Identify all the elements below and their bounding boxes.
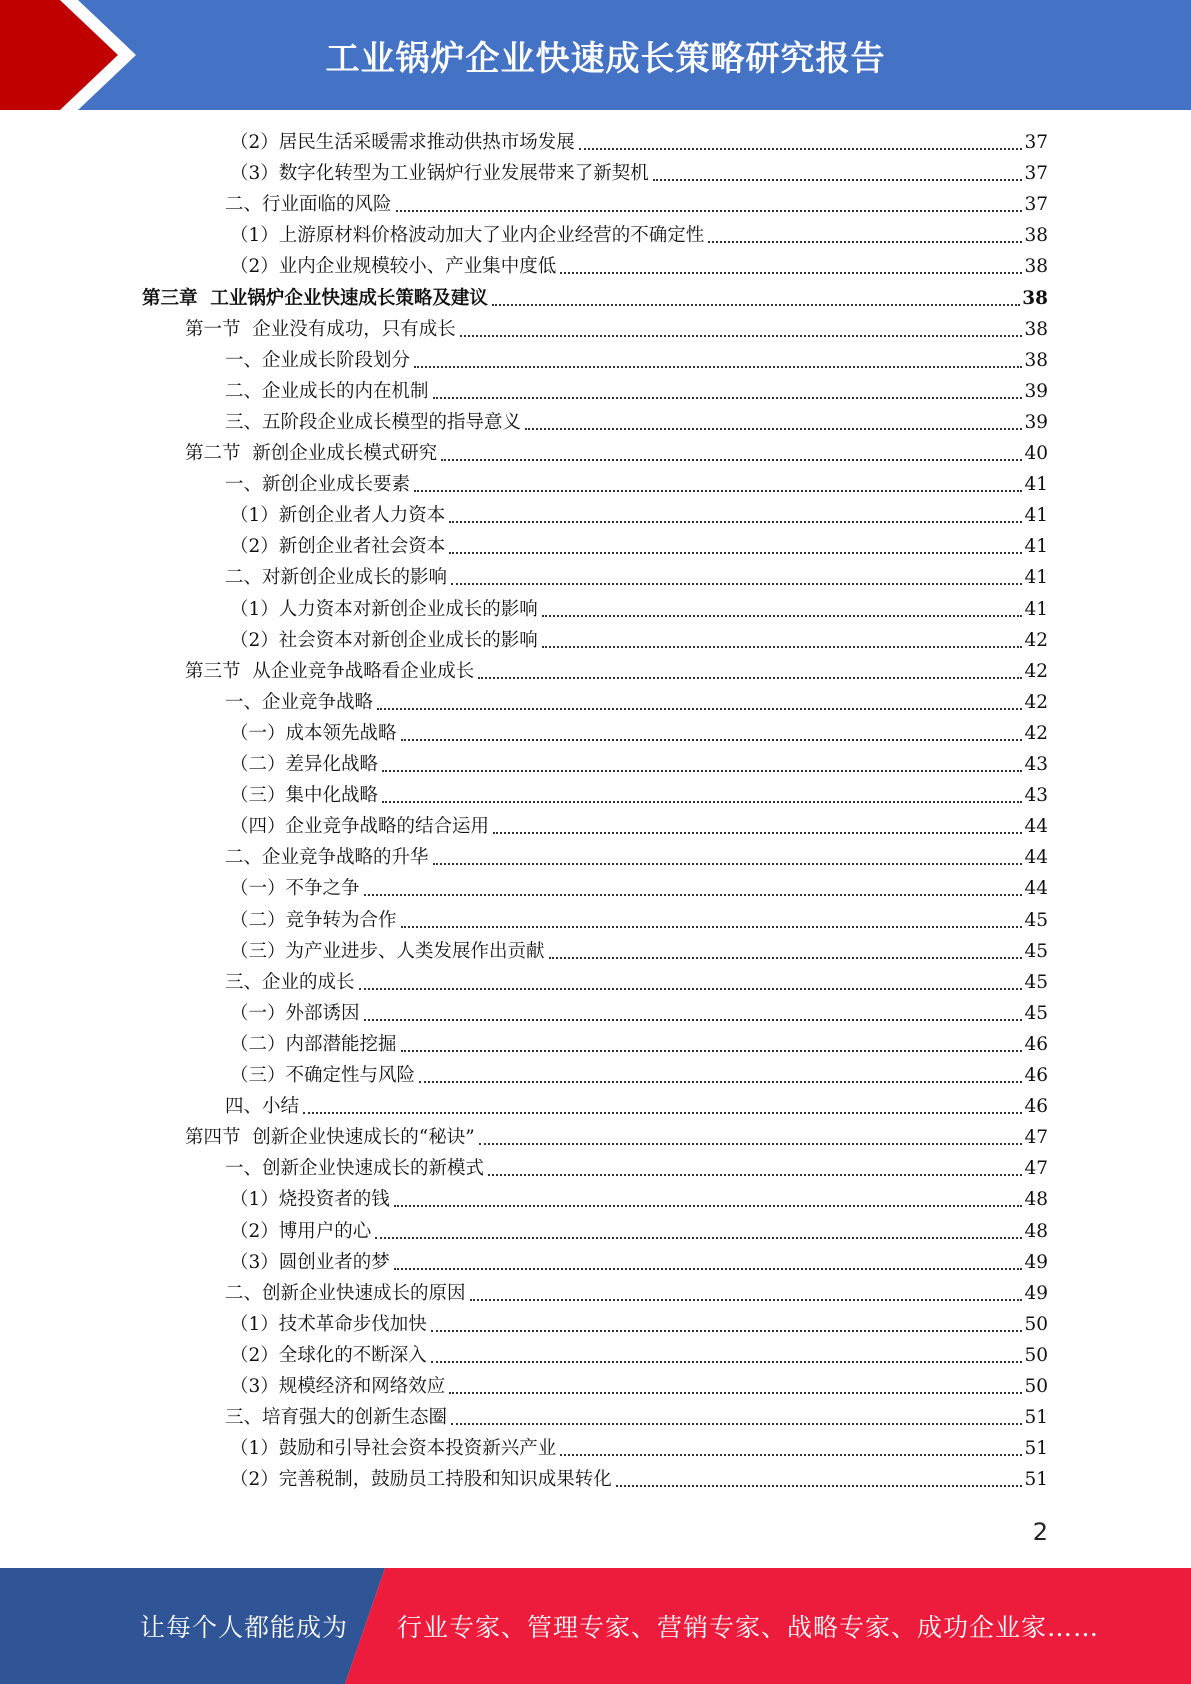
toc-entry-page: 41 xyxy=(1024,598,1048,620)
toc-dot-leader xyxy=(493,832,1022,834)
toc-entry-page: 45 xyxy=(1024,909,1048,931)
toc-entry-page: 41 xyxy=(1024,505,1048,527)
toc-entry[interactable] xyxy=(230,594,1048,625)
toc-entry[interactable] xyxy=(225,376,1048,407)
toc-entry[interactable] xyxy=(225,345,1048,376)
toc-dot-leader xyxy=(478,677,1022,679)
toc-dot-leader xyxy=(549,957,1023,959)
toc-entry-page: 38 xyxy=(1024,256,1048,278)
toc-entry-page: 49 xyxy=(1024,1251,1048,1273)
toc-dot-leader xyxy=(401,739,1023,741)
toc-entry-page: 46 xyxy=(1024,1096,1048,1118)
toc-entry-page: 50 xyxy=(1024,1344,1048,1366)
toc-entry[interactable] xyxy=(225,1402,1048,1433)
toc-entry-page: 41 xyxy=(1024,536,1048,558)
toc-dot-leader xyxy=(542,615,1023,617)
toc-entry[interactable] xyxy=(225,1278,1048,1309)
toc-entry[interactable] xyxy=(225,687,1048,718)
toc-entry[interactable] xyxy=(230,998,1048,1029)
toc-entry-page: 45 xyxy=(1024,1002,1048,1024)
toc-entry[interactable] xyxy=(225,469,1048,500)
page-number: 2 xyxy=(1032,1518,1048,1546)
toc-entry-page: 50 xyxy=(1024,1376,1048,1397)
toc-entry-page: 46 xyxy=(1024,1033,1048,1055)
toc-entry[interactable] xyxy=(230,625,1048,656)
toc-entry-page: 41 xyxy=(1024,567,1048,589)
toc-entry-title: 一、新创企业成长要素 xyxy=(225,474,411,496)
toc-entry-title: （二）内部潜能挖掘 xyxy=(230,1033,397,1055)
toc-entry-page: 39 xyxy=(1024,380,1048,402)
toc-entry-page: 40 xyxy=(1024,443,1048,464)
footer-slogan-left: 让每个人都能成为 xyxy=(140,1613,349,1642)
toc-entry[interactable] xyxy=(230,936,1048,967)
toc-entry-page: 42 xyxy=(1024,691,1048,713)
toc-entry-title: （2）博用户的心 xyxy=(230,1220,372,1242)
toc-dot-leader xyxy=(431,1330,1023,1332)
toc-dot-leader xyxy=(451,583,1022,585)
toc-entry-page: 46 xyxy=(1024,1065,1048,1086)
toc-dot-leader xyxy=(470,1299,1023,1301)
toc-dot-leader xyxy=(419,1081,1022,1083)
toc-entry[interactable] xyxy=(230,780,1048,811)
toc-entry-page: 48 xyxy=(1024,1220,1048,1242)
toc-entry-title: 三、五阶段企业成长模型的指导意义 xyxy=(225,411,522,433)
toc-entry[interactable] xyxy=(230,1247,1048,1278)
toc-entry-page: 41 xyxy=(1024,474,1048,496)
toc-entry[interactable] xyxy=(225,189,1048,220)
toc-entry-title: 四、小结 xyxy=(225,1096,300,1118)
toc-entry-title: 二、企业成长的内在机制 xyxy=(225,380,429,402)
toc-entry-title: 第三节 从企业竞争战略看企业成长 xyxy=(185,660,475,682)
toc-dot-leader xyxy=(382,801,1022,803)
toc-entry-page: 45 xyxy=(1024,940,1048,962)
toc-dot-leader xyxy=(653,179,1023,181)
toc-dot-leader xyxy=(525,428,1022,430)
toc-entry-title: 一、企业成长阶段划分 xyxy=(225,349,411,371)
toc-dot-leader xyxy=(394,1268,1023,1270)
toc-entry-page: 42 xyxy=(1024,722,1048,744)
toc-dot-leader xyxy=(433,397,1023,399)
toc-entry-title: （2）社会资本对新创企业成长的影响 xyxy=(230,629,538,651)
toc-entry[interactable] xyxy=(230,1433,1048,1464)
toc-entry-title: 一、企业竞争战略 xyxy=(225,691,374,713)
toc-entry-title: 一、创新企业快速成长的新模式 xyxy=(225,1158,485,1180)
toc-entry[interactable] xyxy=(230,873,1048,904)
toc-entry-title: （1）技术革命步伐加快 xyxy=(230,1313,427,1335)
toc-entry-page: 44 xyxy=(1024,847,1048,869)
toc-entry-title: 二、行业面临的风险 xyxy=(225,194,392,216)
toc-entry-title: 第二节 新创企业成长模式研究 xyxy=(185,443,438,464)
toc-dot-leader xyxy=(359,988,1023,990)
toc-entry-title: （1）鼓励和引导社会资本投资新兴产业 xyxy=(230,1438,557,1460)
toc-entry-page: 49 xyxy=(1024,1282,1048,1304)
toc-entry[interactable] xyxy=(230,1371,1048,1402)
toc-dot-leader xyxy=(560,272,1022,274)
toc-entry[interactable] xyxy=(230,1464,1048,1495)
toc-entry-page: 44 xyxy=(1024,816,1048,838)
toc-entry-page: 43 xyxy=(1024,785,1048,807)
toc-dot-leader xyxy=(401,1050,1023,1052)
toc-entry-title: 二、对新创企业成长的影响 xyxy=(225,567,448,589)
toc-entry-page: 38 xyxy=(1024,318,1048,340)
toc-entry[interactable] xyxy=(230,127,1048,158)
toc-entry-page: 37 xyxy=(1024,163,1048,185)
toc-entry[interactable] xyxy=(230,220,1048,251)
toc-entry[interactable] xyxy=(225,407,1048,438)
toc-entry-page: 51 xyxy=(1024,1438,1048,1460)
toc-entry-title: （2）完善税制，鼓励员工持股和知识成果转化 xyxy=(230,1469,612,1491)
toc-entry-page: 51 xyxy=(1024,1407,1048,1429)
toc-entry[interactable] xyxy=(230,749,1048,780)
toc-entry-title: （二）竞争转为合作 xyxy=(230,909,397,931)
toc-entry-page: 48 xyxy=(1024,1189,1048,1211)
toc-dot-leader xyxy=(396,210,1023,212)
toc-dot-leader xyxy=(401,926,1023,928)
toc-dot-leader xyxy=(441,459,1022,461)
toc-dot-leader xyxy=(364,1019,1023,1021)
toc-dot-leader xyxy=(433,863,1023,865)
toc-dot-leader xyxy=(449,552,1022,554)
toc-entry[interactable] xyxy=(225,1153,1048,1184)
toc-entry-title: （1）新创企业者人力资本 xyxy=(230,505,446,527)
toc-entry-title: 第四节 创新企业快速成长的“秘诀” xyxy=(185,1127,475,1149)
toc-entry-title: （2）新创企业者社会资本 xyxy=(230,536,446,558)
toc-entry-page: 42 xyxy=(1024,660,1048,682)
toc-entry-title: （二）差异化战略 xyxy=(230,754,379,775)
toc-entry-title: （一）成本领先战略 xyxy=(230,722,397,744)
toc-dot-leader xyxy=(488,1174,1022,1176)
toc-entry[interactable] xyxy=(230,905,1048,936)
toc-entry[interactable] xyxy=(230,1340,1048,1371)
toc-entry[interactable] xyxy=(230,1309,1048,1340)
toc-entry-title: 三、企业的成长 xyxy=(225,971,355,993)
toc-entry-title: （1）人力资本对新创企业成长的影响 xyxy=(230,598,538,620)
toc-entry-title: （三）为产业进步、人类发展作出贡献 xyxy=(230,940,545,962)
toc-entry[interactable] xyxy=(230,531,1048,562)
toc-dot-leader xyxy=(460,335,1023,337)
toc-entry-page: 43 xyxy=(1024,754,1048,775)
toc-entry[interactable] xyxy=(230,718,1048,749)
toc-entry-title: 三、培育强大的创新生态圈 xyxy=(225,1407,448,1429)
toc-entry-page: 47 xyxy=(1024,1158,1048,1180)
toc-entry[interactable] xyxy=(230,811,1048,842)
toc-entry-page: 47 xyxy=(1024,1127,1048,1149)
toc-entry-page: 38 xyxy=(1024,225,1048,247)
page-header xyxy=(0,0,1191,110)
toc-dot-leader xyxy=(616,1485,1023,1487)
toc-section-entry[interactable] xyxy=(185,1122,1048,1153)
toc-entry-title: （1）上游原材料价格波动加大了业内企业经营的不确定性 xyxy=(230,225,705,247)
toc-dot-leader xyxy=(303,1112,1022,1114)
toc-entry-title: （3）规模经济和网络效应 xyxy=(230,1376,446,1397)
toc-entry[interactable] xyxy=(230,1184,1048,1215)
toc-dot-leader xyxy=(492,304,1020,306)
toc-dot-leader xyxy=(708,241,1022,243)
toc-entry[interactable] xyxy=(230,1029,1048,1060)
toc-entry-title: 二、企业竞争战略的升华 xyxy=(225,847,429,869)
toc-entry-page: 42 xyxy=(1024,629,1048,651)
toc-entry-title: 二、创新企业快速成长的原因 xyxy=(225,1282,466,1304)
toc-entry-page: 39 xyxy=(1024,411,1048,433)
toc-entry[interactable] xyxy=(230,1060,1048,1091)
toc-entry[interactable] xyxy=(230,500,1048,531)
toc-entry-title: 第三章 工业锅炉企业快速成长策略及建议 xyxy=(142,287,488,309)
page-footer xyxy=(0,1568,1191,1684)
toc-section-entry[interactable] xyxy=(185,314,1048,345)
toc-entry-title: 第一节 企业没有成功，只有成长 xyxy=(185,318,456,340)
toc-entry[interactable] xyxy=(225,842,1048,873)
toc-entry-title: （三）集中化战略 xyxy=(230,785,379,807)
toc-entry-title: （三）不确定性与风险 xyxy=(230,1065,416,1086)
toc-entry-title: （3）数字化转型为工业锅炉行业发展带来了新契机 xyxy=(230,163,649,185)
toc-entry-page: 50 xyxy=(1024,1313,1048,1335)
toc-entry[interactable] xyxy=(230,251,1048,282)
toc-entry-page: 38 xyxy=(1022,287,1048,309)
toc-dot-leader xyxy=(364,894,1023,896)
toc-dot-leader xyxy=(542,646,1023,648)
toc-dot-leader xyxy=(394,1205,1023,1207)
toc-dot-leader xyxy=(414,490,1022,492)
footer-slogan-right: 行业专家、管理专家、营销专家、战略专家、成功企业家…… xyxy=(397,1613,1100,1642)
toc-section-entry[interactable] xyxy=(185,438,1048,469)
toc-entry-title: （2）业内企业规模较小、产业集中度低 xyxy=(230,256,557,278)
toc-dot-leader xyxy=(579,148,1023,150)
toc-entry-page: 51 xyxy=(1024,1469,1048,1491)
toc-entry[interactable] xyxy=(225,562,1048,593)
toc-entry-page: 44 xyxy=(1024,878,1048,900)
toc-chapter-entry[interactable] xyxy=(142,283,1048,314)
toc-entry-page: 45 xyxy=(1024,971,1048,993)
toc-entry-page: 37 xyxy=(1024,194,1048,216)
toc-dot-leader xyxy=(449,1392,1022,1394)
toc-entry-title: （2）全球化的不断深入 xyxy=(230,1344,427,1366)
toc-dot-leader xyxy=(375,1237,1022,1239)
toc-dot-leader xyxy=(479,1143,1023,1145)
toc-entry-title: （一）外部诱因 xyxy=(230,1002,360,1024)
toc-section-entry[interactable] xyxy=(185,656,1048,687)
toc-dot-leader xyxy=(451,1423,1022,1425)
toc-entry-title: （一）不争之争 xyxy=(230,878,360,900)
toc-dot-leader xyxy=(560,1454,1022,1456)
toc-dot-leader xyxy=(414,366,1022,368)
toc-dot-leader xyxy=(382,770,1022,772)
toc-entry[interactable] xyxy=(225,1091,1048,1122)
toc-entry-title: （3）圆创业者的梦 xyxy=(230,1251,390,1273)
toc-dot-leader xyxy=(431,1361,1023,1363)
toc-dot-leader xyxy=(377,708,1022,710)
toc-entry[interactable] xyxy=(230,1216,1048,1247)
toc-entry-title: （1）烧投资者的钱 xyxy=(230,1189,390,1211)
toc-entry[interactable] xyxy=(225,967,1048,998)
toc-entry-title: （四）企业竞争战略的结合运用 xyxy=(230,816,490,838)
toc-entry[interactable] xyxy=(230,158,1048,189)
report-title: 工业锅炉企业快速成长策略研究报告 xyxy=(325,38,886,79)
toc-entry-title: （2）居民生活采暖需求推动供热市场发展 xyxy=(230,132,575,153)
toc-entry-page: 37 xyxy=(1024,132,1048,153)
toc-dot-leader xyxy=(449,521,1022,523)
toc-entry-page: 38 xyxy=(1024,349,1048,371)
